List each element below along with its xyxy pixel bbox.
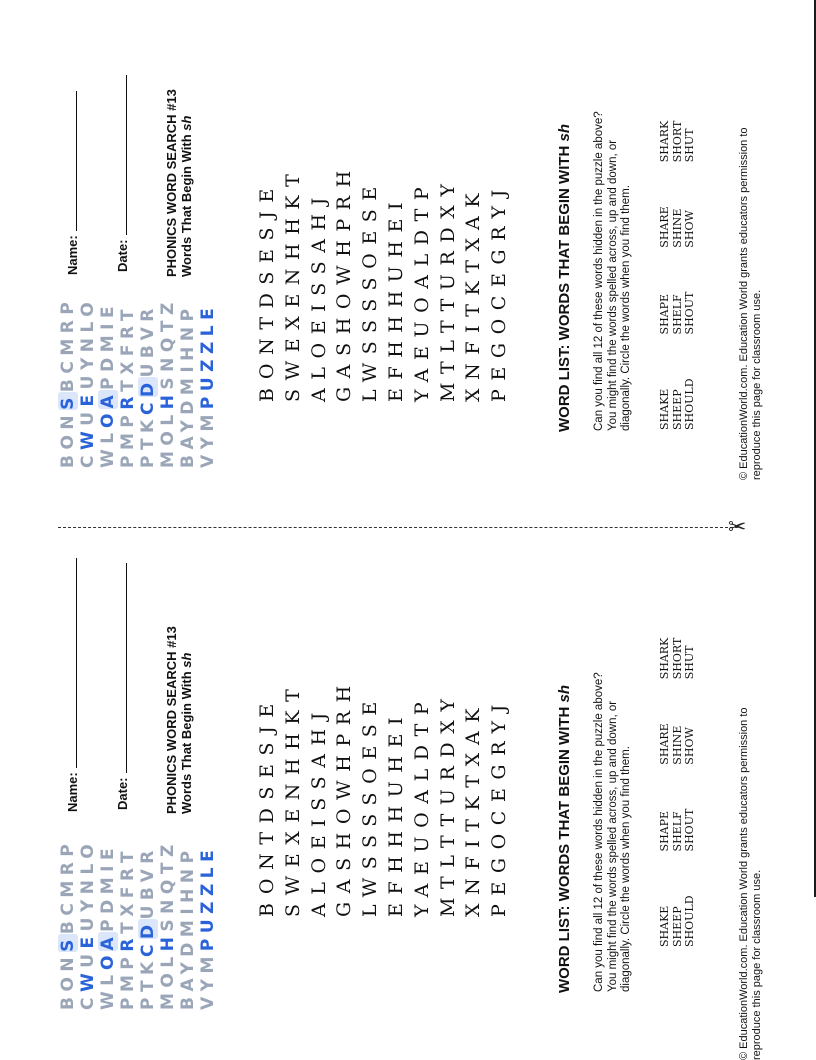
logo-letters: BON — [58, 951, 78, 1010]
logo-row — [138, 297, 158, 468]
logo-row — [138, 839, 158, 1010]
name-label: Name: — [65, 235, 80, 275]
word-item: SHARK — [658, 637, 671, 680]
word-list-title-copy: WORD LIST: WORDS THAT BEGIN WITH sh — [556, 684, 573, 993]
date-field — [114, 75, 132, 272]
logo-letters: A — [98, 931, 118, 951]
scissors-icon: ✂ — [728, 515, 747, 540]
word-item: SHINE — [670, 725, 684, 765]
logo-word-search-copy — [58, 839, 218, 1010]
logo-letters: BCMRP — [58, 838, 78, 935]
logo-row — [78, 297, 98, 468]
grid-row: YAEUOALDTP — [410, 178, 433, 402]
logo-rows-bottom — [58, 839, 218, 1010]
logo-letters: UBVR — [138, 303, 158, 378]
word-item: SHOULD — [683, 378, 696, 430]
grid-row: EFHHHUHEI — [384, 708, 407, 917]
logo-letters: BON — [58, 409, 78, 468]
logo-letters: TXFRT — [118, 846, 138, 934]
grid-row: GASHOWHPRH — [333, 162, 356, 402]
grid-row: GASHOWHPRH — [333, 677, 356, 917]
word-item: SHOUT — [683, 808, 696, 852]
logo-word-search — [58, 297, 218, 468]
grid-row: LWSSSSOESE — [359, 693, 382, 917]
word-item: SHOW — [683, 727, 696, 765]
logo-letters: PDMIE — [98, 300, 118, 390]
logo-letters: A — [98, 389, 118, 409]
logo-letters: PUZZLE — [198, 302, 218, 410]
title-line-1: PHONICS WORD SEARCH #13 — [164, 89, 179, 277]
logo-letters: PMP — [118, 951, 138, 1010]
logo-letters: VYM — [198, 951, 218, 1010]
word-item: SHINE — [670, 208, 684, 248]
grid-row: MTLTTURDXY — [436, 690, 459, 917]
grid-row: YAEUOALDTP — [410, 693, 433, 917]
grid-row: ALOEISSAHJ — [307, 704, 330, 917]
logo-letters: SNQTZ — [158, 839, 178, 932]
word-column — [659, 638, 697, 680]
word-item: SHAKE — [658, 388, 671, 430]
logo-letters: UYNLO — [78, 838, 98, 932]
logo-row — [118, 297, 138, 468]
word-item: SHELF — [670, 294, 684, 335]
word-columns-top — [659, 121, 697, 430]
logo-letters: C — [138, 939, 158, 958]
logo-row — [178, 297, 198, 468]
copyright-footer-copy: © EducationWorld.com. Education World grants educators permission to reproduce this page for classroom use. — [738, 707, 763, 1060]
grid-row: SWEXENHHKT — [281, 680, 304, 917]
logo-letters: S — [58, 392, 78, 410]
logo-row — [198, 839, 218, 1010]
word-column — [659, 809, 697, 852]
word-item: SHEEP — [670, 389, 684, 430]
word-item: SHELF — [670, 811, 684, 852]
word-item: SHARE — [658, 723, 671, 765]
grid-row: LWSSSSOESE — [359, 178, 382, 402]
logo-letters: O — [98, 408, 118, 429]
word-item: SHOW — [683, 210, 696, 248]
word-item: SHUT — [683, 645, 696, 680]
logo-letters: O — [98, 950, 118, 971]
logo-letters: R — [118, 933, 138, 952]
logo-letters: PTK — [138, 415, 158, 468]
word-column — [659, 723, 697, 764]
logo-row — [58, 297, 78, 468]
word-item: SHORT — [670, 120, 684, 163]
page-title — [164, 89, 194, 277]
logo-letters: R — [118, 391, 138, 410]
logo-row — [58, 839, 78, 1010]
logo-letters: S — [58, 934, 78, 952]
logo-letters: C — [78, 450, 98, 468]
logo-letters: BAYDMIHNP — [178, 303, 198, 468]
logo-row — [118, 839, 138, 1010]
logo-letters: E — [78, 931, 98, 949]
cut-line — [58, 527, 738, 528]
word-list — [659, 121, 697, 430]
logo-letters: H — [158, 389, 178, 410]
word-item: SHEEP — [670, 906, 684, 947]
logo-letters: BAYDMIHNP — [178, 845, 198, 1010]
logo-letters: C — [78, 992, 98, 1010]
word-column — [659, 206, 697, 247]
logo-row — [98, 297, 118, 468]
word-column — [659, 378, 697, 430]
name-field — [64, 91, 82, 275]
logo-letters: UYNLO — [78, 296, 98, 390]
logo-letters: MOL — [158, 409, 178, 468]
logo-letters: SNQTZ — [158, 297, 178, 390]
grid-row: PEGOCEGRYJ — [488, 696, 511, 917]
title-line-2: Words That Begin With sh — [179, 115, 194, 277]
logo-letters: PTK — [138, 957, 158, 1010]
word-item: SHAKE — [658, 905, 671, 947]
grid-row: MTLTTURDXY — [436, 175, 459, 402]
word-columns-bottom — [659, 638, 697, 947]
logo-letters: PUZZLE — [198, 844, 218, 952]
logo-letters: UBVR — [138, 845, 158, 920]
logo-letters: E — [78, 389, 98, 407]
date-label: Date: — [115, 239, 130, 272]
grid-row: EFHHHUHEI — [384, 193, 407, 402]
word-column — [659, 895, 697, 947]
word-column — [659, 292, 697, 335]
logo-letters: BCMRP — [58, 296, 78, 393]
logo-letters: D — [138, 377, 158, 398]
grid-row: ALOEISSAHJ — [307, 189, 330, 402]
word-item: SHARE — [658, 206, 671, 248]
logo-letters: MOL — [158, 951, 178, 1010]
grid-rows-bottom — [255, 677, 513, 917]
word-item: SHAPE — [658, 293, 671, 335]
logo-rows-top — [58, 297, 218, 468]
name-line[interactable] — [64, 91, 77, 231]
grid-row: BONTDSESJE — [256, 180, 278, 402]
grid-row: BONTDSESJE — [256, 695, 278, 917]
grid-rows-top — [255, 162, 513, 402]
grid-row: SWEXENHHKT — [281, 165, 304, 402]
logo-letters: TXFRT — [118, 304, 138, 392]
date-line[interactable] — [114, 75, 127, 235]
logo-letters: PDMIE — [98, 842, 118, 932]
logo-row — [98, 839, 118, 1010]
copyright-footer: © EducationWorld.com. Education World grants educators permission to reproduce this page for classroom use. — [738, 127, 763, 480]
instructions: Can you find all 12 of these words hidden in the puzzle above? You might find the words spelled across, up and down, or diagonally. Circle the words when you find them. — [593, 111, 632, 431]
logo-letters: VYM — [198, 409, 218, 468]
letter-grid — [255, 162, 513, 402]
word-list-copy — [659, 638, 697, 947]
logo-letters: W — [78, 967, 98, 993]
logo-row — [158, 839, 178, 1010]
word-item: SHAPE — [658, 810, 671, 852]
logo-letters: D — [138, 919, 158, 940]
logo-letters: W — [78, 425, 98, 451]
logo-letters: C — [138, 397, 158, 416]
logo-letters: U — [78, 406, 98, 426]
name-field-copy: Name: — [64, 558, 82, 812]
word-list-title: WORD LIST: WORDS THAT BEGIN WITH sh — [556, 123, 573, 432]
word-item: SHUT — [683, 128, 696, 163]
word-column — [659, 121, 697, 163]
logo-row — [178, 839, 198, 1010]
instructions-copy: Can you find all 12 of these words hidden in the puzzle above? You might find the words spelled across, up and down, or diagonally. Circle the words when you find them. — [593, 672, 632, 992]
word-item: SHOULD — [683, 895, 696, 947]
date-field-copy: Date: — [114, 563, 132, 810]
word-item: SHOUT — [683, 291, 696, 335]
logo-letters: U — [78, 948, 98, 968]
grid-row: XNFITKTXAK — [462, 184, 485, 402]
page-title-copy: PHONICS WORD SEARCH #13 Words That Begin With sh — [164, 626, 194, 814]
grid-row: PEGOCEGRYJ — [488, 181, 511, 402]
logo-letters: H — [158, 931, 178, 952]
logo-letters: WL — [98, 428, 118, 468]
logo-letters: WL — [98, 970, 118, 1010]
grid-row: XNFITKTXAK — [462, 699, 485, 917]
word-item: SHARK — [658, 120, 671, 163]
logo-row — [198, 297, 218, 468]
logo-letters: PMP — [118, 409, 138, 468]
logo-row — [158, 297, 178, 468]
word-item: SHORT — [670, 637, 684, 680]
logo-row — [78, 839, 98, 1010]
letter-grid-copy — [255, 677, 513, 917]
